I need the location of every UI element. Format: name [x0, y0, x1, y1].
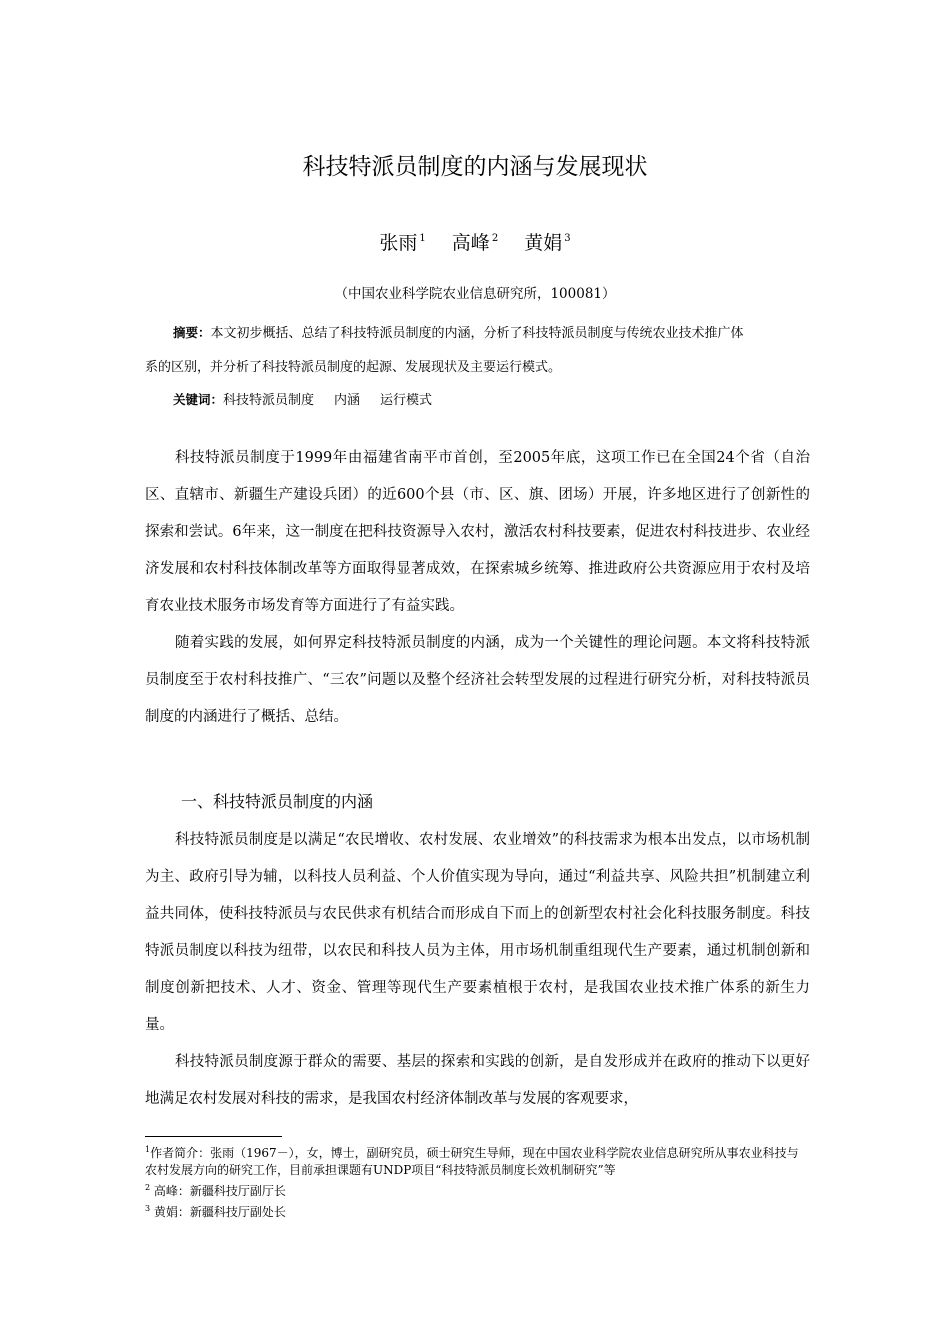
keyword-item: 内涵	[334, 393, 361, 408]
keyword-item: 运行模式	[380, 393, 433, 408]
intro-paragraph-1: 科技特派员制度于1999年由福建省南平市首创，至2005年底，这项工作已在全国24个省（自治区、直辖市、新疆生产建设兵团）的近600个县（市、区、旗、团场）开展，许多地区进行了创新性的探索和尝试。6年来，这一制度在把科技资源导入农村，激活农村科技要素，促进农村科技进步、农业经济发展和农村科技体制改革等方面取得显著成效，在探索城乡统筹、推进政府公共资源应用于农村及培育农业技术服务市场发育等方面进行了有益实践。	[145, 450, 810, 614]
footnote-mark: 1	[145, 1145, 151, 1154]
abstract-text-1: 本文初步概括、总结了科技特派员制度的内涵，分析了科技特派员制度与传统农业技术推广体	[210, 326, 744, 341]
author-3	[524, 232, 570, 254]
footnote-mark: 2	[145, 1183, 151, 1192]
author-name: 张雨	[379, 232, 418, 254]
section-1-body	[145, 822, 810, 1118]
section-1-paragraph-2: 科技特派员制度源于群众的需要、基层的探索和实践的创新，是自发形成并在政府的推动下以更好地满足农村发展对科技的需求，是我国农村经济体制改革与发展的客观要求，	[145, 1054, 810, 1107]
keyword-item: 科技特派员制度	[223, 393, 315, 408]
footnote-text: 黄娟：新疆科技厅副处长	[150, 1205, 286, 1219]
author-name: 黄娟	[524, 232, 563, 254]
keywords	[173, 389, 452, 408]
footnotes	[145, 1141, 810, 1221]
abstract	[145, 316, 810, 385]
intro-section	[145, 440, 810, 736]
footnote-divider	[145, 1136, 282, 1137]
author-name: 高峰	[451, 232, 490, 254]
keywords-label: 关键词：	[173, 392, 224, 407]
section-heading: 一、科技特派员制度的内涵	[181, 792, 374, 811]
author-mark: 3	[564, 233, 571, 244]
author-mark: 1	[419, 233, 426, 244]
paper-title: 科技特派员制度的内涵与发展现状	[302, 154, 648, 180]
abstract-line-2: 系的区别，并分析了科技特派员制度的起源、发展现状及主要运行模式。	[145, 360, 562, 375]
abstract-line-1	[145, 316, 810, 351]
intro-paragraph-2: 随着实践的发展，如何界定科技特派员制度的内涵，成为一个关键性的理论问题。本文将科技特派员制度至于农村科技推广、“三农”问题以及整个经济社会转型发展的过程进行研究分析，对科技特派员制度的内涵进行了概括、总结。	[145, 635, 810, 725]
affiliation: （中国农业科学院农业信息研究所，100081）	[334, 286, 616, 302]
footnote-2	[145, 1179, 810, 1200]
footnote-1	[145, 1141, 810, 1179]
author-2	[452, 232, 498, 254]
footnote-text: 高峰：新疆科技厅副厅长	[150, 1184, 286, 1198]
author-list	[0, 228, 950, 255]
author-mark: 2	[491, 233, 499, 244]
author-1	[379, 232, 425, 254]
abstract-label: 摘要：	[173, 325, 211, 340]
section-1-paragraph-1: 科技特派员制度是以满足“农民增收、农村发展、农业增效”的科技需求为根本出发点，以市场机制为主、政府引导为辅，以科技人员利益、个人价值实现为导向，通过“利益共享、风险共担”机制建立利益共同体，使科技特派员与农民供求有机结合而形成自下而上的创新型农村社会化科技服务制度。科技特派员制度以科技为纽带，以农民和科技人员为主体，用市场机制重组现代生产要素，通过机制创新和制度创新把技术、人才、资金、管理等现代生产要素植根于农村，是我国农业技术推广体系的新生力量。	[145, 832, 810, 1033]
footnote-text: 作者简介：张雨（1967－），女，博士，副研究员，硕士研究生导师，现在中国农业科学院农业信息研究所从事农业科技与农村发展方向的研究工作，目前承担课题有UNDP项目“科技特派员制度长效机制研究”等	[145, 1146, 799, 1177]
footnote-3	[145, 1200, 810, 1221]
footnote-mark: 3	[145, 1204, 151, 1213]
